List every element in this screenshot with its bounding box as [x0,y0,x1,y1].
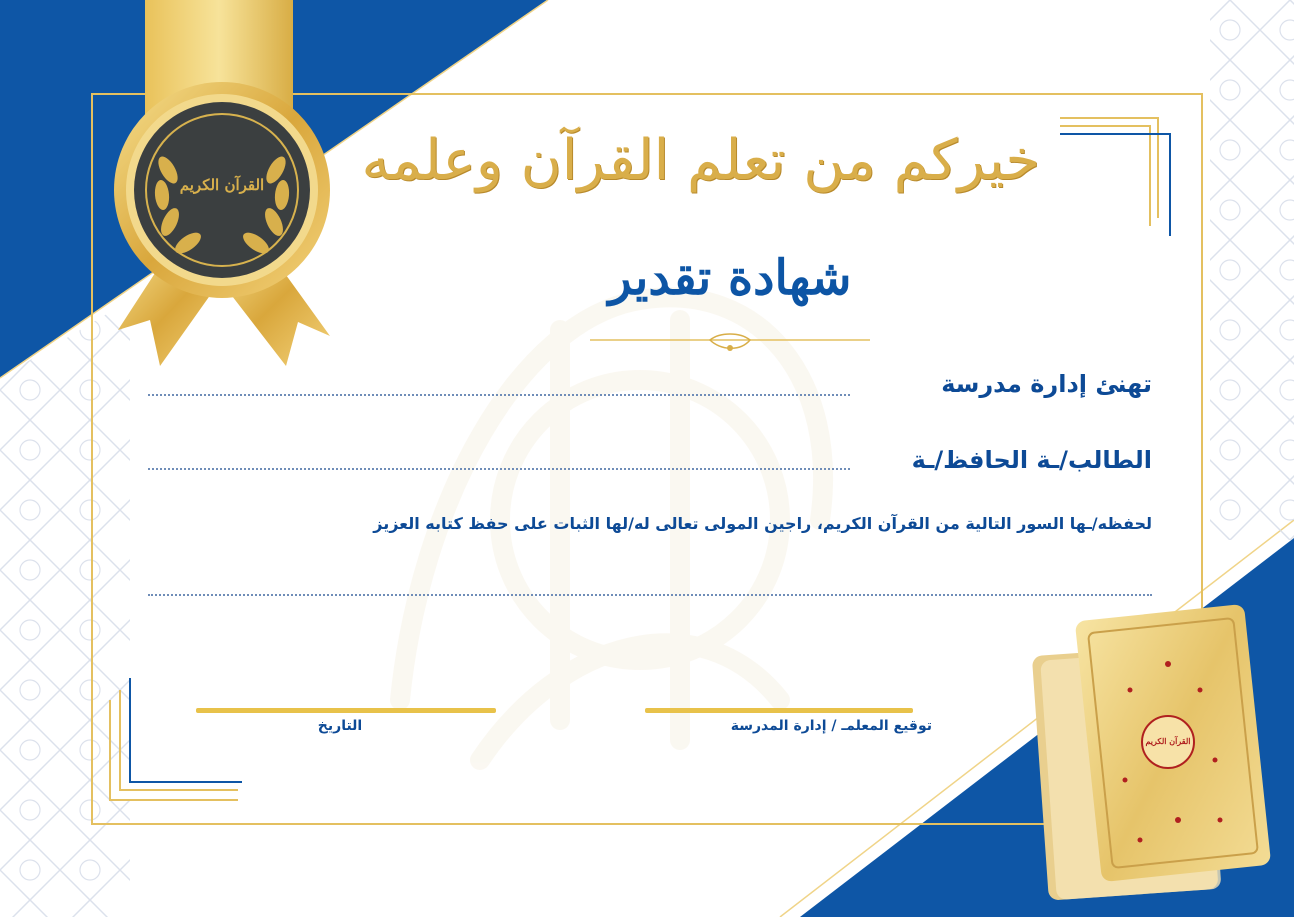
signature-label: توقيع المعلمـ / إدارة المدرسة [730,718,932,734]
surahs-field[interactable] [148,594,1152,596]
signature-line [645,708,913,713]
date-line [196,708,496,713]
certificate-body-text: لحفظه/ـها السور التالية من القرآن الكريم، راجين المولى تعالى له/لها الثبات على حفظ كتابه العزيز [373,514,1152,533]
book-emblem-text: القرآن الكريم [1145,736,1191,746]
school-greeting-label: تهنئ إدارة مدرسة [941,370,1152,398]
seal-emblem-text: القرآن الكريم [179,176,265,194]
hadith-calligraphy: خيركم من تعلم القرآن وعلمه [361,128,1040,193]
school-name-field[interactable] [148,394,850,396]
date-label: التاريخ [317,718,363,734]
certificate-title: شهادة تقدير [608,250,852,306]
student-name-field[interactable] [148,468,850,470]
student-label: الطالب/ـة الحافظ/ـة [911,446,1152,474]
